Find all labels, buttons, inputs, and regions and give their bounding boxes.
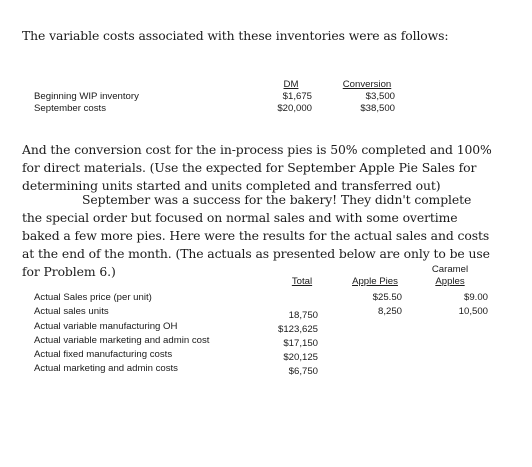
dm-value: $20,000 [277,103,312,114]
row-label: Actual fixed manufacturing costs [34,349,173,360]
caramel-value: 10,500 [458,306,488,317]
dm-header: DM [283,79,299,90]
total-value: $6,750 [288,366,318,377]
conversion-header: Conversion [342,79,392,90]
september-results-paragraph: September was a success for the bakery! They didn't complete the special order but focused on normal sales and with some overtime baked a few more pies. Here were the results for the actual sales and costs at the end of the month. (The actuals as presented below are only to be use for Problem 6.) [22,192,490,279]
row-label: Actual variable marketing and admin cost [34,335,210,346]
total-value: $123,625 [277,324,318,335]
conversion-value: $3,500 [365,91,395,102]
row-label: Actual sales units [34,306,109,317]
caramel-header-line1: Caramel [431,264,469,275]
dm-value: $1,675 [282,91,312,102]
total-value: $17,150 [283,338,318,349]
total-header: Total [291,276,313,287]
apple-pies-header: Apple Pies [352,276,398,287]
caramel-header-line2: Apples [435,276,465,287]
row-label: Actual Sales price (per unit) [34,292,152,303]
conversion-note-paragraph: And the conversion cost for the in-process pies is 50% completed and 100% for direct materials. (Use the expected for September Apple Pie Sales for determining units started and units completed and transferred out) [22,142,492,193]
row-label: Actual variable manufacturing OH [34,321,178,332]
row-label: Actual marketing and admin costs [34,363,178,374]
apple-value: $25.50 [372,292,402,303]
total-value: $20,125 [283,352,318,363]
total-value: 18,750 [288,310,318,321]
caramel-value: $9.00 [463,292,488,303]
conversion-value: $38,500 [360,103,395,114]
apple-value: 8,250 [377,306,402,317]
row-label: Beginning WIP inventory [34,91,139,102]
section-heading: The variable costs associated with these inventories were as follows: [22,28,449,43]
row-label: September costs [34,103,106,114]
